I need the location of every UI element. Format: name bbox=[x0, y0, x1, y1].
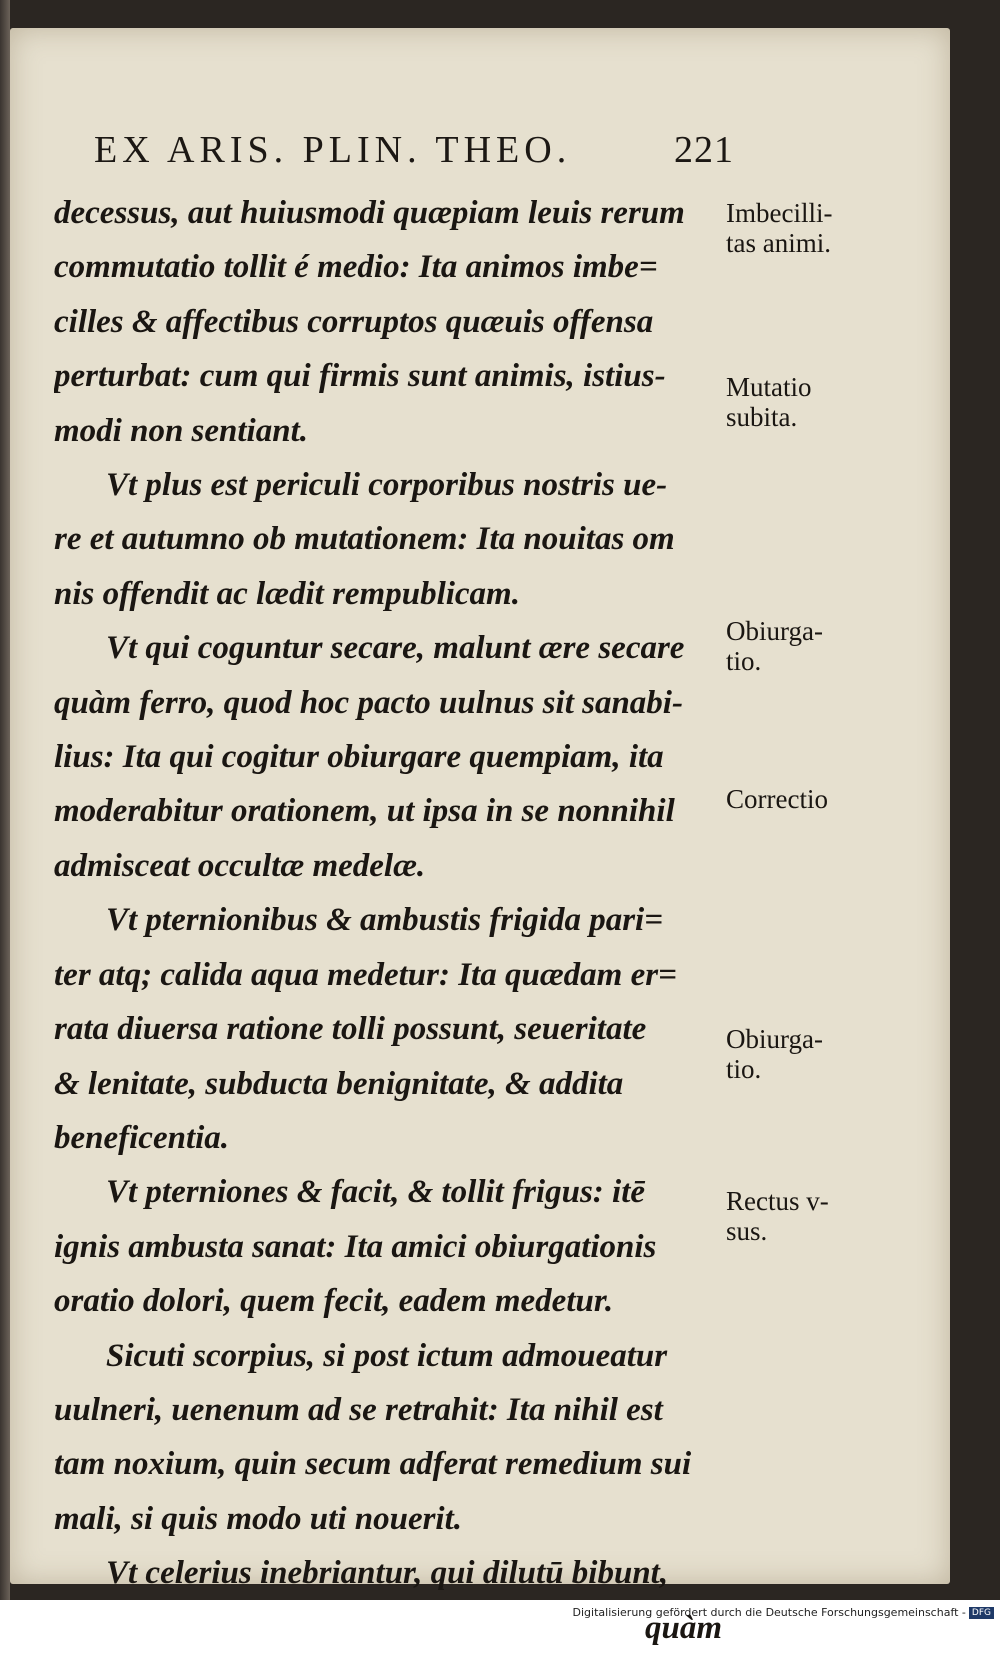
text-line: admisceat occultæ medelæ. bbox=[54, 847, 426, 884]
text-line: Vt pternionibus & ambustis frigida pari= bbox=[106, 902, 664, 939]
margin-note: Obiurga- tio. bbox=[726, 1024, 823, 1084]
text-line: uulneri, uenenum ad se retrahit: Ita nihil est bbox=[54, 1391, 663, 1428]
margin-note: Correctio bbox=[726, 784, 828, 814]
text-line: quàm ferro, quod hoc pacto uulnus sit sanabi- bbox=[54, 684, 683, 721]
text-line: perturbat: cum qui firmis sunt animis, istius- bbox=[54, 358, 666, 395]
text-line: Sicuti scorpius, si post ictum admoueatur bbox=[106, 1337, 668, 1374]
dfg-logo: DFG bbox=[969, 1607, 994, 1619]
text-line: & lenitate, subducta benignitate, & addita bbox=[54, 1065, 624, 1102]
running-head bbox=[94, 128, 734, 172]
running-head-title: EX ARIS. PLIN. THEO. bbox=[94, 129, 572, 171]
text-line: re et autumno ob mutationem: Ita nouitas om bbox=[54, 521, 675, 558]
page-number: 221 bbox=[674, 129, 734, 171]
text-line: lius: Ita qui cogitur obiurgare quempiam, ita bbox=[54, 739, 664, 776]
margin-note: Mutatio subita. bbox=[726, 372, 812, 432]
text-line: tam noxium, quin secum adferat remedium sui bbox=[54, 1446, 692, 1483]
text-line: oratio dolori, quem fecit, eadem medetur. bbox=[54, 1283, 614, 1320]
text-line: decessus, aut huiusmodi quæpiam leuis rerum bbox=[54, 195, 685, 231]
book-edge bbox=[0, 0, 10, 1600]
text-line: Vt celerius inebriantur, qui dilutū bibunt, bbox=[106, 1555, 669, 1592]
text-line: rata diuersa ratione tolli possunt, seueritate bbox=[54, 1011, 647, 1048]
text-line: ter atq; calida aqua medetur: Ita quædam er= bbox=[54, 956, 677, 993]
margin-note: Obiurga- tio. bbox=[726, 616, 823, 676]
text-line: commutatio tollit é medio: Ita animos imbe= bbox=[54, 249, 658, 286]
text-line: modi non sentiant. bbox=[54, 412, 308, 449]
text-line: Vt plus est periculi corporibus nostris ue- bbox=[106, 467, 668, 504]
text-line: Vt pterniones & facit, & tollit frigus: itē bbox=[106, 1174, 646, 1211]
main-text bbox=[54, 186, 722, 1655]
margin-note: Imbecilli- tas animi. bbox=[726, 198, 833, 258]
text-line: ignis ambusta sanat: Ita amici obiurgationis bbox=[54, 1228, 657, 1265]
text-line: moderabitur orationem, ut ipsa in se nonnihil bbox=[54, 793, 675, 830]
text-line: cilles & affectibus corruptos quæuis offensa bbox=[54, 303, 654, 340]
text-line: mali, si quis modo uti nouerit. bbox=[54, 1500, 463, 1537]
text-line: Vt qui coguntur secare, malunt ære secare bbox=[106, 630, 685, 667]
text-line: nis offendit ac lædit rempublicam. bbox=[54, 575, 520, 612]
text-line: beneficentia. bbox=[54, 1119, 230, 1156]
credit-text: Digitalisierung gefördert durch die Deutsche Forschungsgemeinschaft - bbox=[572, 1606, 966, 1619]
digitization-credit bbox=[0, 1606, 994, 1619]
catchword: quàm bbox=[644, 1609, 722, 1646]
margin-note: Rectus v- sus. bbox=[726, 1186, 829, 1246]
